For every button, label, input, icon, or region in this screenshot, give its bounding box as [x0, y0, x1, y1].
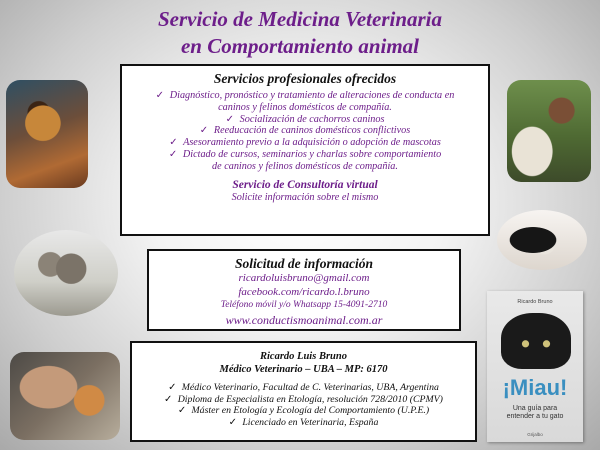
credential-text: Máster en Etología y Ecología del Comportamiento (U.P.E.)	[191, 405, 430, 417]
book-subtitle-line-2: entender a tu gato	[506, 413, 564, 420]
book-author: Ricardo Bruno	[517, 299, 553, 305]
service-item	[122, 114, 488, 126]
credentials-list	[132, 382, 475, 428]
phone-number: Teléfono móvil y/o Whatsapp 15-4091-2710	[220, 300, 388, 310]
title-line-2: en Comportamiento animal	[180, 34, 420, 58]
check-icon: ✓	[177, 405, 187, 417]
website-link[interactable]: www.conductismoanimal.com.ar	[225, 313, 383, 327]
check-icon: ✓	[168, 148, 178, 160]
service-text: Reeducación de caninos domésticos conflictivos	[213, 125, 411, 137]
check-icon: ✓	[169, 137, 178, 149]
book-cover	[487, 291, 583, 442]
check-icon: ✓	[228, 416, 237, 428]
contact-panel	[147, 249, 461, 331]
facebook-link[interactable]: facebook.com/ricardo.l.bruno	[238, 286, 370, 298]
service-item	[122, 149, 488, 173]
book-title: ¡Miau!	[502, 375, 568, 400]
cats-photo	[14, 230, 118, 316]
service-text: Diagnóstico, pronóstico y tratamiento de alteraciones de conducta en	[169, 90, 455, 101]
credential-item	[132, 382, 475, 394]
services-heading: Servicios profesionales ofrecidos	[213, 71, 397, 86]
service-text: Socialización de cachorros caninos	[239, 113, 385, 125]
service-item	[122, 137, 488, 149]
service-item	[122, 90, 488, 114]
virtual-consulting-subtitle: Solicite información sobre el mismo	[231, 191, 379, 203]
book-subtitle-line-1: Una guía para	[512, 405, 558, 412]
virtual-consulting-title: Servicio de Consultoría virtual	[232, 178, 378, 191]
check-icon: ✓	[225, 113, 235, 125]
vet-with-dog-photo	[507, 80, 591, 182]
book-publisher: Grijalbo	[527, 432, 543, 437]
book-subtitle	[487, 405, 583, 421]
page-title	[100, 6, 500, 60]
title-line-1: Servicio de Medicina Veterinaria	[157, 7, 443, 31]
credential-text: Licenciado en Veterinaria, España	[242, 416, 379, 428]
check-icon: ✓	[199, 125, 209, 137]
bio-panel	[130, 341, 477, 442]
service-text-cont: caninos y felinos domésticos de compañía.	[218, 101, 392, 113]
services-panel	[120, 64, 490, 236]
contact-heading: Solicitud de información	[234, 256, 373, 271]
check-icon: ✓	[155, 90, 165, 101]
bio-name: Ricardo Luis Bruno	[260, 351, 347, 362]
credential-item	[132, 394, 475, 406]
service-text: Asesoramiento previo a la adquisición o adopción de mascotas	[183, 137, 441, 149]
bio-subtitle: Médico Veterinario – UBA – MP: 6170	[219, 364, 388, 375]
dog-photo	[6, 80, 88, 188]
service-item	[122, 125, 488, 137]
service-text-cont: de caninos y felinos domésticos de compañía.	[212, 160, 398, 172]
credential-item	[132, 405, 475, 417]
credential-text: Médico Veterinario, Facultad de C. Veterinarias, UBA, Argentina	[181, 382, 439, 393]
cat-illustration	[501, 313, 571, 369]
credential-item	[132, 417, 475, 429]
check-icon: ✓	[164, 393, 173, 405]
black-dog-photo	[497, 210, 587, 270]
credential-text: Diploma de Especialista en Etología, resolución 728/2010 (CPMV)	[177, 393, 443, 405]
email-link[interactable]: ricardoluisbruno@gmail.com	[238, 272, 370, 284]
service-text: Dictado de cursos, seminarios y charlas sobre comportamiento	[182, 148, 442, 160]
check-icon: ✓	[168, 382, 177, 393]
services-list	[122, 90, 488, 173]
man-with-dog-photo	[10, 352, 120, 440]
